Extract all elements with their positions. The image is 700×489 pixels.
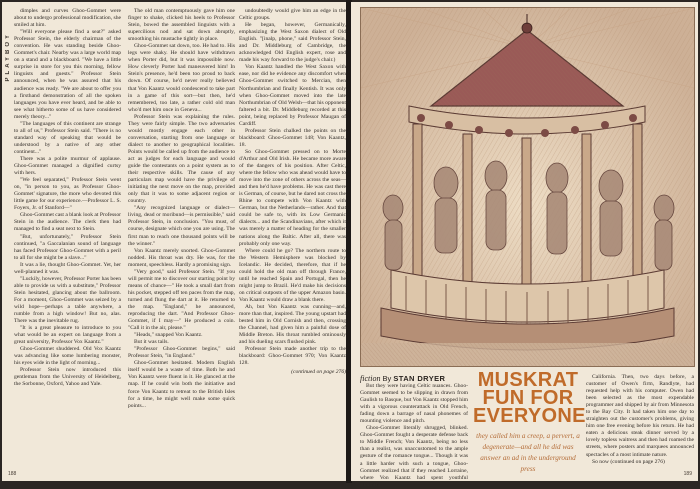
- paragraph: But it was tails.: [134, 339, 169, 346]
- paragraph: Von Kaantz handled the West Saxon with ease, nor did he evidence any discomfort when Ghoo-Gommet switched to Mercian, then Northumbrian and finally Kentish. It was only when Ghoo-Gommet moved into the late Northumbrian of Old Welsh—that his opponent faltered a bit. Dr. Middleburg recorded at this point, being replaced by Professor Maugan of Cardiff.: [239, 64, 346, 127]
- page-number-right: 189: [683, 471, 692, 477]
- illustration-art: [361, 8, 694, 366]
- byline: [360, 374, 470, 383]
- paragraph: Where could he go? The northern route to the Western Hemisphere was blocked by Icelandic. He decided, therefore, that if he could hold the old man off through France, until he reached Spain and Portugal, then he might jump to Brazil. He'd make his decisions on critical outposts of the upper Amazon basin. Von Kaantz would draw a blank there.: [239, 247, 346, 303]
- paragraph: Professor Stein chalked the points on the blackboard: Ghoo-Gommet 148; Von Kaantz, 18.: [239, 127, 346, 148]
- paragraph: Ghoo-Gommet shuddered. Old Vox Kaantz was advancing like some lumbering monster, his eyes wide in the light of morning...: [14, 346, 121, 367]
- text-column-2: [128, 8, 235, 410]
- paragraph: Ghoo-Gommet hesitated. Modern English itself would be a waste of time. Both he and Von Kaantz were fluent in it. He glanced at the map. If he could win both the initiative and force Von Kaantz to retreat to the British Isles for a time, he might well make some quick points...: [128, 360, 235, 409]
- paragraph: "Heads," snapped Von Kaantz.: [134, 332, 203, 339]
- paragraph: Ghoo-Gommet literally shrugged, blinked. Ghoo-Gommet fought a desperate defense back to Middle French; Von Kaantz, being no less than a realist, was unaccustomed to the ample gesture of the romance tongue... Though it was a little harder with such a tongue, Ghoo-Gommet realized that if they reached Lorraine, where Von Kaantz had spent youthful summers...: [360, 425, 468, 488]
- byline-by: By: [382, 374, 392, 383]
- paragraph: Von Kaantz merely snorted. Ghoo-Gommet nodded. His throat was dry. He was, for the moment, speechless. Hardly a promising sign.: [128, 247, 235, 268]
- paragraph: The old man contemptuously gave him one finger to shake, clicked his heels to Professor Stein, bowed the assembled linguists with a supercilious nod and sat down abruptly, smoothing his mustache tightly in place.: [128, 8, 235, 43]
- paragraph: Ah, but Von Kaantz was cunning—and, more than that, inspired. The young upstart had bested him in Old Cornish and then, crossing the Channel, had given him a painful dose of Middle Breton. His throat rumbled ominously and his dueling scars flushed pink.: [239, 303, 346, 346]
- title-line-1: MUSKRAT: [477, 369, 579, 391]
- paragraph: "Any recognized language or dialect—living, dead or moribund—is permissible," said Professor Stein, in conclusion. "You must, of course, designate which one you are using. The first man to reach one thousand points will be the winner.": [128, 205, 235, 247]
- paragraph: "The languages of this continent are strange to all of us," Professor Stein said. "There is no standard way of speaking that would be understood by a native of any other continent...": [14, 120, 121, 155]
- right-page: [351, 2, 698, 488]
- title-block: [473, 369, 586, 475]
- paragraph: "Professor Ghoo-Gommet begins," said Professor Stein, "in England.": [128, 346, 235, 360]
- paragraph: "We feel separated," Professor Stein went on, "in person to you, as Professor Ghoo-Gommet' signature, the more who devoted this little game for our experience.—Professor L. S. Foyers, Jr. of Stanford—": [14, 177, 121, 212]
- paragraph: "Very good," said Professor Stein. "If you will permit me to discover our starting point by means of chance—" He took a small dart from his pocket, stepped off ten paces from the map, turned and flung the dart at it. He returned to the map. "England," he announced, reproducing the dart. "And Professor Ghoo-Gommet, if I may—" He produced a coin. "Call it in the air, please.": [128, 268, 235, 332]
- paragraph: "Will everyone please find a seat?" asked Professor Stein, the elderly chairman of the convention. He was standing beside Ghoo-Gommet's chair. Nearby was a large world map on a stand and a blackboard. "We have a little surprise in store for you this morning, fellow linguists and guests." Professor Stein announced, when he was assured that his audience was ready. "We are about to offer you a firsthand demonstration of all the spoken languages you have ever heard, and be able to see what hitherto some of us have considered merely theory...": [14, 29, 121, 120]
- text-column-1: [14, 8, 121, 389]
- paragraph: "Luckily, however, Professor Porter has been able to provide us with a substitute," Professor Stein hesitated, glancing about the ballroom. For a moment, Ghoo-Gommet was seized by a wild hope—perhaps a table anywhere, a rumble from a high window! But no, alas. There was the inevitable rug.: [14, 275, 121, 325]
- paragraph: dimples and curves Ghoo-Gommet were about to undergo professional modification, she smiled at him.: [14, 8, 121, 29]
- paragraph: Professor Stein now introduced this gentleman from the University of Heidelberg, the Sorbonne, Oxford, Yahoo and Yale.: [14, 367, 121, 388]
- paragraph: Ghoo-Gommet cast a blank look at Professor Stein in the audience. The clerk then had managed to find a seat next to Stein.: [14, 212, 121, 233]
- continued-note: (continued on page 276): [291, 369, 346, 376]
- paragraph: So now (continued on page 276): [592, 458, 665, 465]
- paragraph: But they were having Celtic nuances. Ghoo-Gommet seemed to be slipping in drawn from Gaulish to Basque, but Von Kaantz stopped him with a vigorous counterattack in Old French, fading down a barrage of nasal phonemes of mounting violence and pitch.: [360, 383, 468, 425]
- paragraph: So Ghoo-Gommet pressed on to Morte d'Arthur and Old Irish. He became more aware of the dangers of his position. After Celtic, where the fellow who was ahead would have to move into the zone of others across the seas—and then he'd have problems. He was cast there is German, of course, but he dared not cross the Rhine to compete with Von Kaantz with German, but the Netherlands—rather. And that could be safe to, with its Low Germanic dialects... and the Scandinavians, after which it was merely a matter of heading for the smaller nations along the Baltic. After all, there was probably only one way.: [239, 148, 346, 247]
- story-title: [473, 369, 586, 427]
- section-tag: PLAYBOY: [5, 32, 11, 82]
- text-column-3: [239, 8, 346, 376]
- pavilion-illustration: [360, 7, 695, 367]
- paragraph: There was a polite murmur of applause. Ghoo-Gommet managed a dignified curtsy with hers.: [14, 155, 121, 177]
- title-line-2: FUN FOR: [482, 387, 574, 409]
- story-dek: they called him a creep, a pervert, a degenerate—and all he did was answer an ad in the underground press: [476, 432, 580, 473]
- story-column-left: [360, 383, 468, 489]
- paragraph: Ghoo-Gommet sat down, too. He had to. His legs were shaky. He should have withdrawn when Porter did, but it was impossible now. How cleverly Porter had maneuvered him! In Stein's presence, he'd been too proud to back down. Of course, he'd never really believed that Von Kaantz would condescend to take part in a game of this sort—but then, he'd remembered, too late, a rather cold old man who'd met him once in Geneva...: [128, 43, 235, 113]
- title-line-3: EVERYONE: [473, 405, 586, 427]
- paragraph: It was a lie, thought Ghoo-Gommet. Yet, her well-planned it was.: [14, 261, 121, 275]
- paragraph: undoubtedly would give him an edge in the Celtic groups.: [239, 8, 346, 22]
- section-label: fiction: [360, 374, 381, 383]
- paragraph: California. Then, two days before, a customer of Owen's firm, Randlyte, had requested help with his computer. Owen had been selected as the most expendable programmer and shipped by air from Minnesota to the Bay City. It had taken him one day to straighten out the customer's problems, giving him one free evening before his return. He had eaten a delicious steak dinner served by a lovely topless waitress and then had roamed the streets, where posters and marquees announced spectacles of a most intimate nature.: [586, 374, 694, 458]
- page-number-left: 188: [8, 471, 17, 477]
- paragraph: Professor Stein made another trip to the blackboard: Ghoo-Gommet 970; Von Kaantz 128.: [239, 346, 346, 367]
- left-page: [2, 2, 347, 481]
- story-column-right: [586, 374, 694, 466]
- paragraph: He began, however, Germanically, emphasizing the West Saxon dialect of Old English. "[inalp, phone," said Professor Stein, and Dr. Middleburg of Cambridge, the acknowledged Old English expert, rose and made his way forward to the judge's chair.): [239, 22, 346, 64]
- paragraph: Professor Stein was explaining the rules. They were fairly simple. The two adversaries would mostly engage each other in conversation, starting from one language or dialect to another to geographical localities. Points would be called up from the audience to act as judges for each language and would guide the contestants on a point system as to their respective skills. The cause of any particulars map would have the privilege of initiating the next move on the map, provided only that it was to some adjacent region or country.: [128, 113, 235, 205]
- paragraph: "It is a great pleasure to introduce to you what would be an expert on language from a great university, Professor Vox Kaantz.": [14, 325, 121, 346]
- paragraph: "But, unfortunately," Professor Stein continued, "a Gaccalanian sound of language has faced Professor Ghoo-Gommet with a peril to all for she might be a slave...": [14, 233, 121, 261]
- author-name: STAN DRYER: [393, 374, 446, 383]
